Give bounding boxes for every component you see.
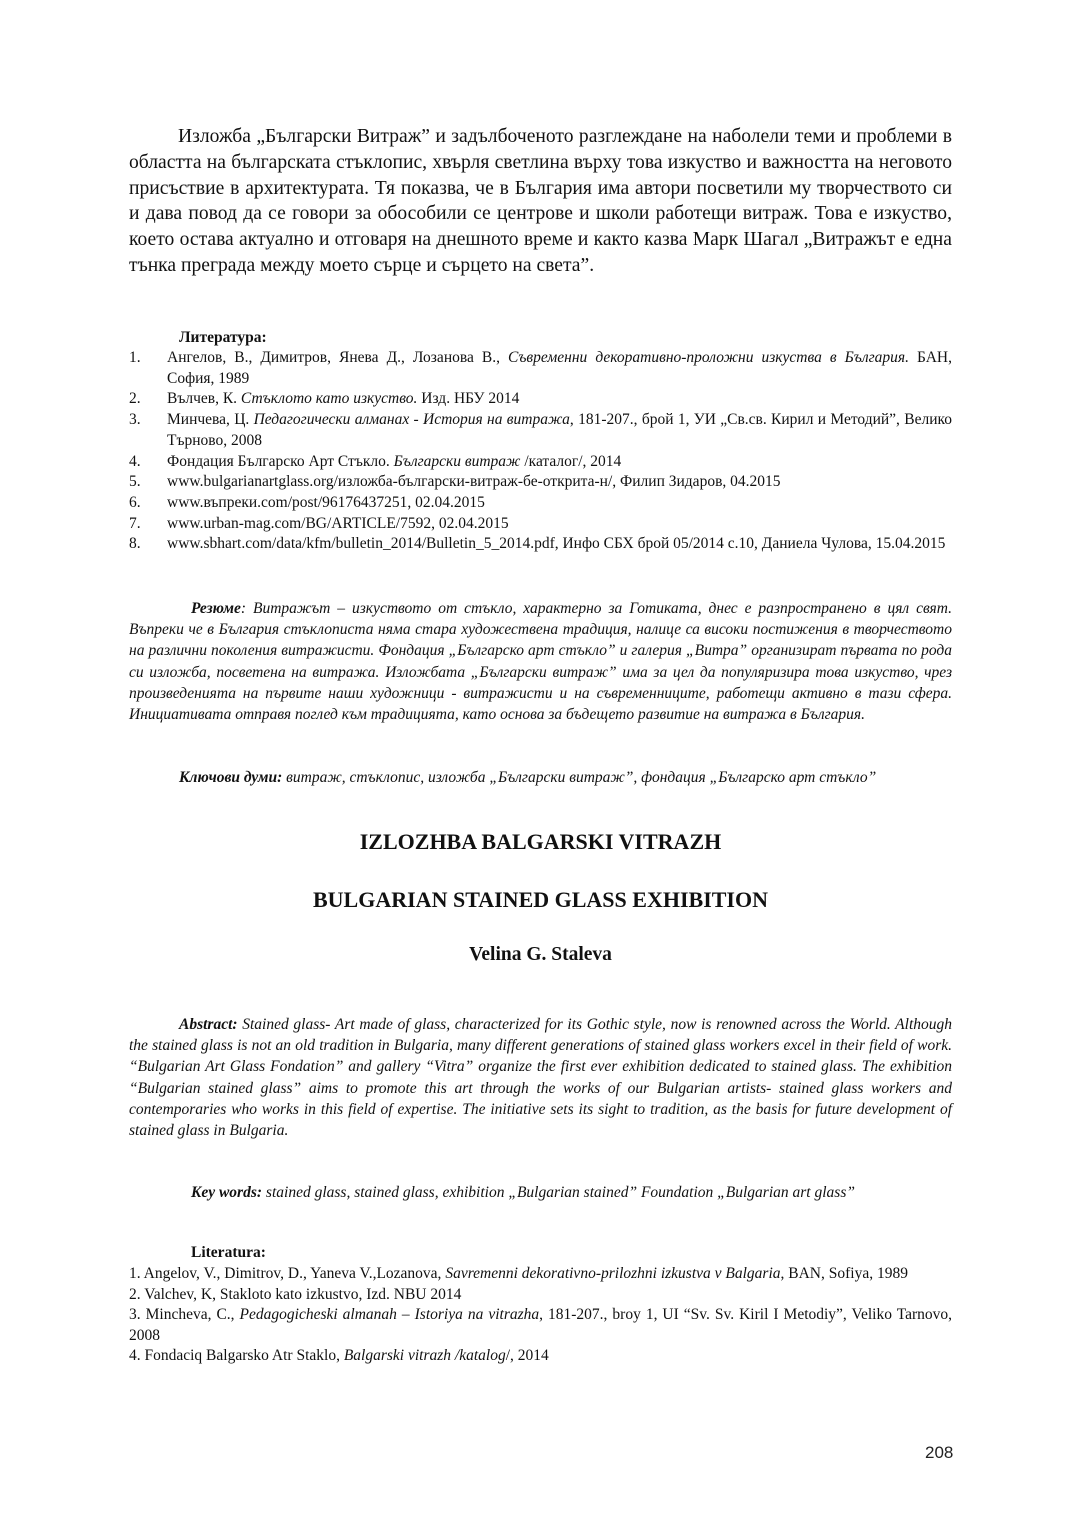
reference-item-en: 3. Mincheva, C., Pedagogicheski almanah – Istoriya na vitrazha, 181-207., broy 1, UI “Sv. Sv. Kiril I Metodiy”, Veliko Tarnovo, 2008 [129,1306,952,1344]
keywords-bg [129,767,952,788]
author-name: Velina G. Staleva [469,944,612,965]
reference-item-en: 1. Angelov, V., Dimitrov, D., Yaneva V.,Lozanova, Savremenni dekorativno-prilozhni izkustva v Balgaria, BAN, Sofiya, 1989 [129,1265,908,1282]
abstract-en [129,1014,952,1141]
reference-item: 3. Минчева, Ц. Педагогически алманах - История на витража, 181-207., брой 1, УИ „Св.св. Кирил и Методий”, Велико Търново, 2008 [129,411,952,449]
references-heading-bg: Литература: [179,329,267,346]
summary-bg [129,598,952,725]
reference-item-en: 2. Valchev, K, Stakloto kato izkustvo, Izd. NBU 2014 [129,1285,462,1303]
keywords-bg-text: витраж, стъклопис, изложба „Български витраж”, фондация „Българско арт стъкло” [282,769,877,786]
intro-text: Изложба „Български Витраж” и задълбоченото разглеждане на наболели теми и проблеми в областта на българската стъклопис, хвърля светлина върху това изкуство и важността на неговото присъствие в архитектурата. Тя показва, че в България има автори посветили му творчеството си и дава повод да се говори за обособили се центрове и школи работещи витраж. Това е изкуство, което остава актуално и отговаря на днешното време и както казва Марк Шагал „Витражът е една тънка преграда между моето сърце и сърцето на света”. [129,126,952,276]
reference-item: 4. Фондация Българско Арт Стъкло. Български витраж /каталог/, 2014 [129,452,622,470]
references-heading-en: Literatura: [191,1244,266,1261]
title-english: BULGARIAN STAINED GLASS EXHIBITION [313,887,768,912]
reference-item-en: 4. Fondaciq Balgarsko Atr Staklo, Balgarski vitrazh /katalog/, 2014 [129,1347,549,1364]
keywords-en-text: stained glass, stained glass, exhibition „Bulgarian stained” Foundation „Bulgarian art glass” [262,1184,855,1201]
references-list-en [129,1264,952,1367]
title-transliterated: IZLOZHBA BALGARSKI VITRAZH [359,829,722,854]
abstract-text: Stained glass- Art made of glass, characterized for its Gothic style, now is renowned across the World. Although the stained glass is not an old tradition in Bulgaria, many different generations of stained glass workers excel in their field of work. “Bulgarian Art Glass Fondation” and gallery “Vitra” organize the first ever exhibition dedicated to stained glass. The exhibition “Bulgarian stained glass” aims to promote this art through the works of our Bulgarian artists- stained glass workers and contemporaries who works in this field of expertise. The initiative sets its sight to tradition, as the basis for future development of stained glass in Bulgaria. [129,1016,952,1140]
reference-item: 5. www.bulgarianartglass.org/изложба-български-витраж-бе-открита-н/, Филип Зидаров, 04.2015 [129,473,781,491]
reference-item: 1. Ангелов, В., Димитров, Янева Д., Лозанова В., Съвременни декоративно-проложни изкуства в България. БАН, София, 1989 [129,349,952,387]
page-number: 208 [925,1443,954,1462]
keywords-en-label: Key words: [191,1184,263,1201]
keywords-bg-label: Ключови думи: [179,769,283,786]
abstract-label: Abstract: [179,1016,238,1033]
reference-item: 2. Вълчев, К. Стъклото като изкуство. Изд. НБУ 2014 [129,390,520,408]
summary-text: : Витражът – изкуството от стъкло, характерно за Готиката, днес е разпространено в цял свят. Въпреки че в България стъклописта няма стара художествена традиция, налице са високи постижения в творчеството на различни поколения витражисти. Фондация „Българско арт стъкло” и галерия „Витра” организират първата по рода си изложба, посветена на витража. Изложбата „Български витраж” има за цел да популяризира това изкуство, чрез произведенията на първите наши художници - витражисти и на съвременниците, работещи активно в тази сфера. Инициативата отправя поглед към традицията, като основа за бъдещето развитие на витража в България. [129,600,952,724]
reference-item: 7. www.urban-mag.com/BG/ARTICLE/7592, 02.04.2015 [129,514,509,532]
references-list-bg [129,348,952,555]
reference-item: 8. www.sbhart.com/data/kfm/bulletin_2014/Bulletin_5_2014.pdf, Инфо СБХ брой 05/2014 с.10, Даниела Чулова, 15.04.2015 [129,535,946,553]
reference-item: 6. www.въпреки.com/post/96176437251, 02.04.2015 [129,493,485,511]
intro-paragraph [129,124,952,279]
summary-label: Резюме [191,600,241,617]
keywords-en [129,1182,952,1203]
